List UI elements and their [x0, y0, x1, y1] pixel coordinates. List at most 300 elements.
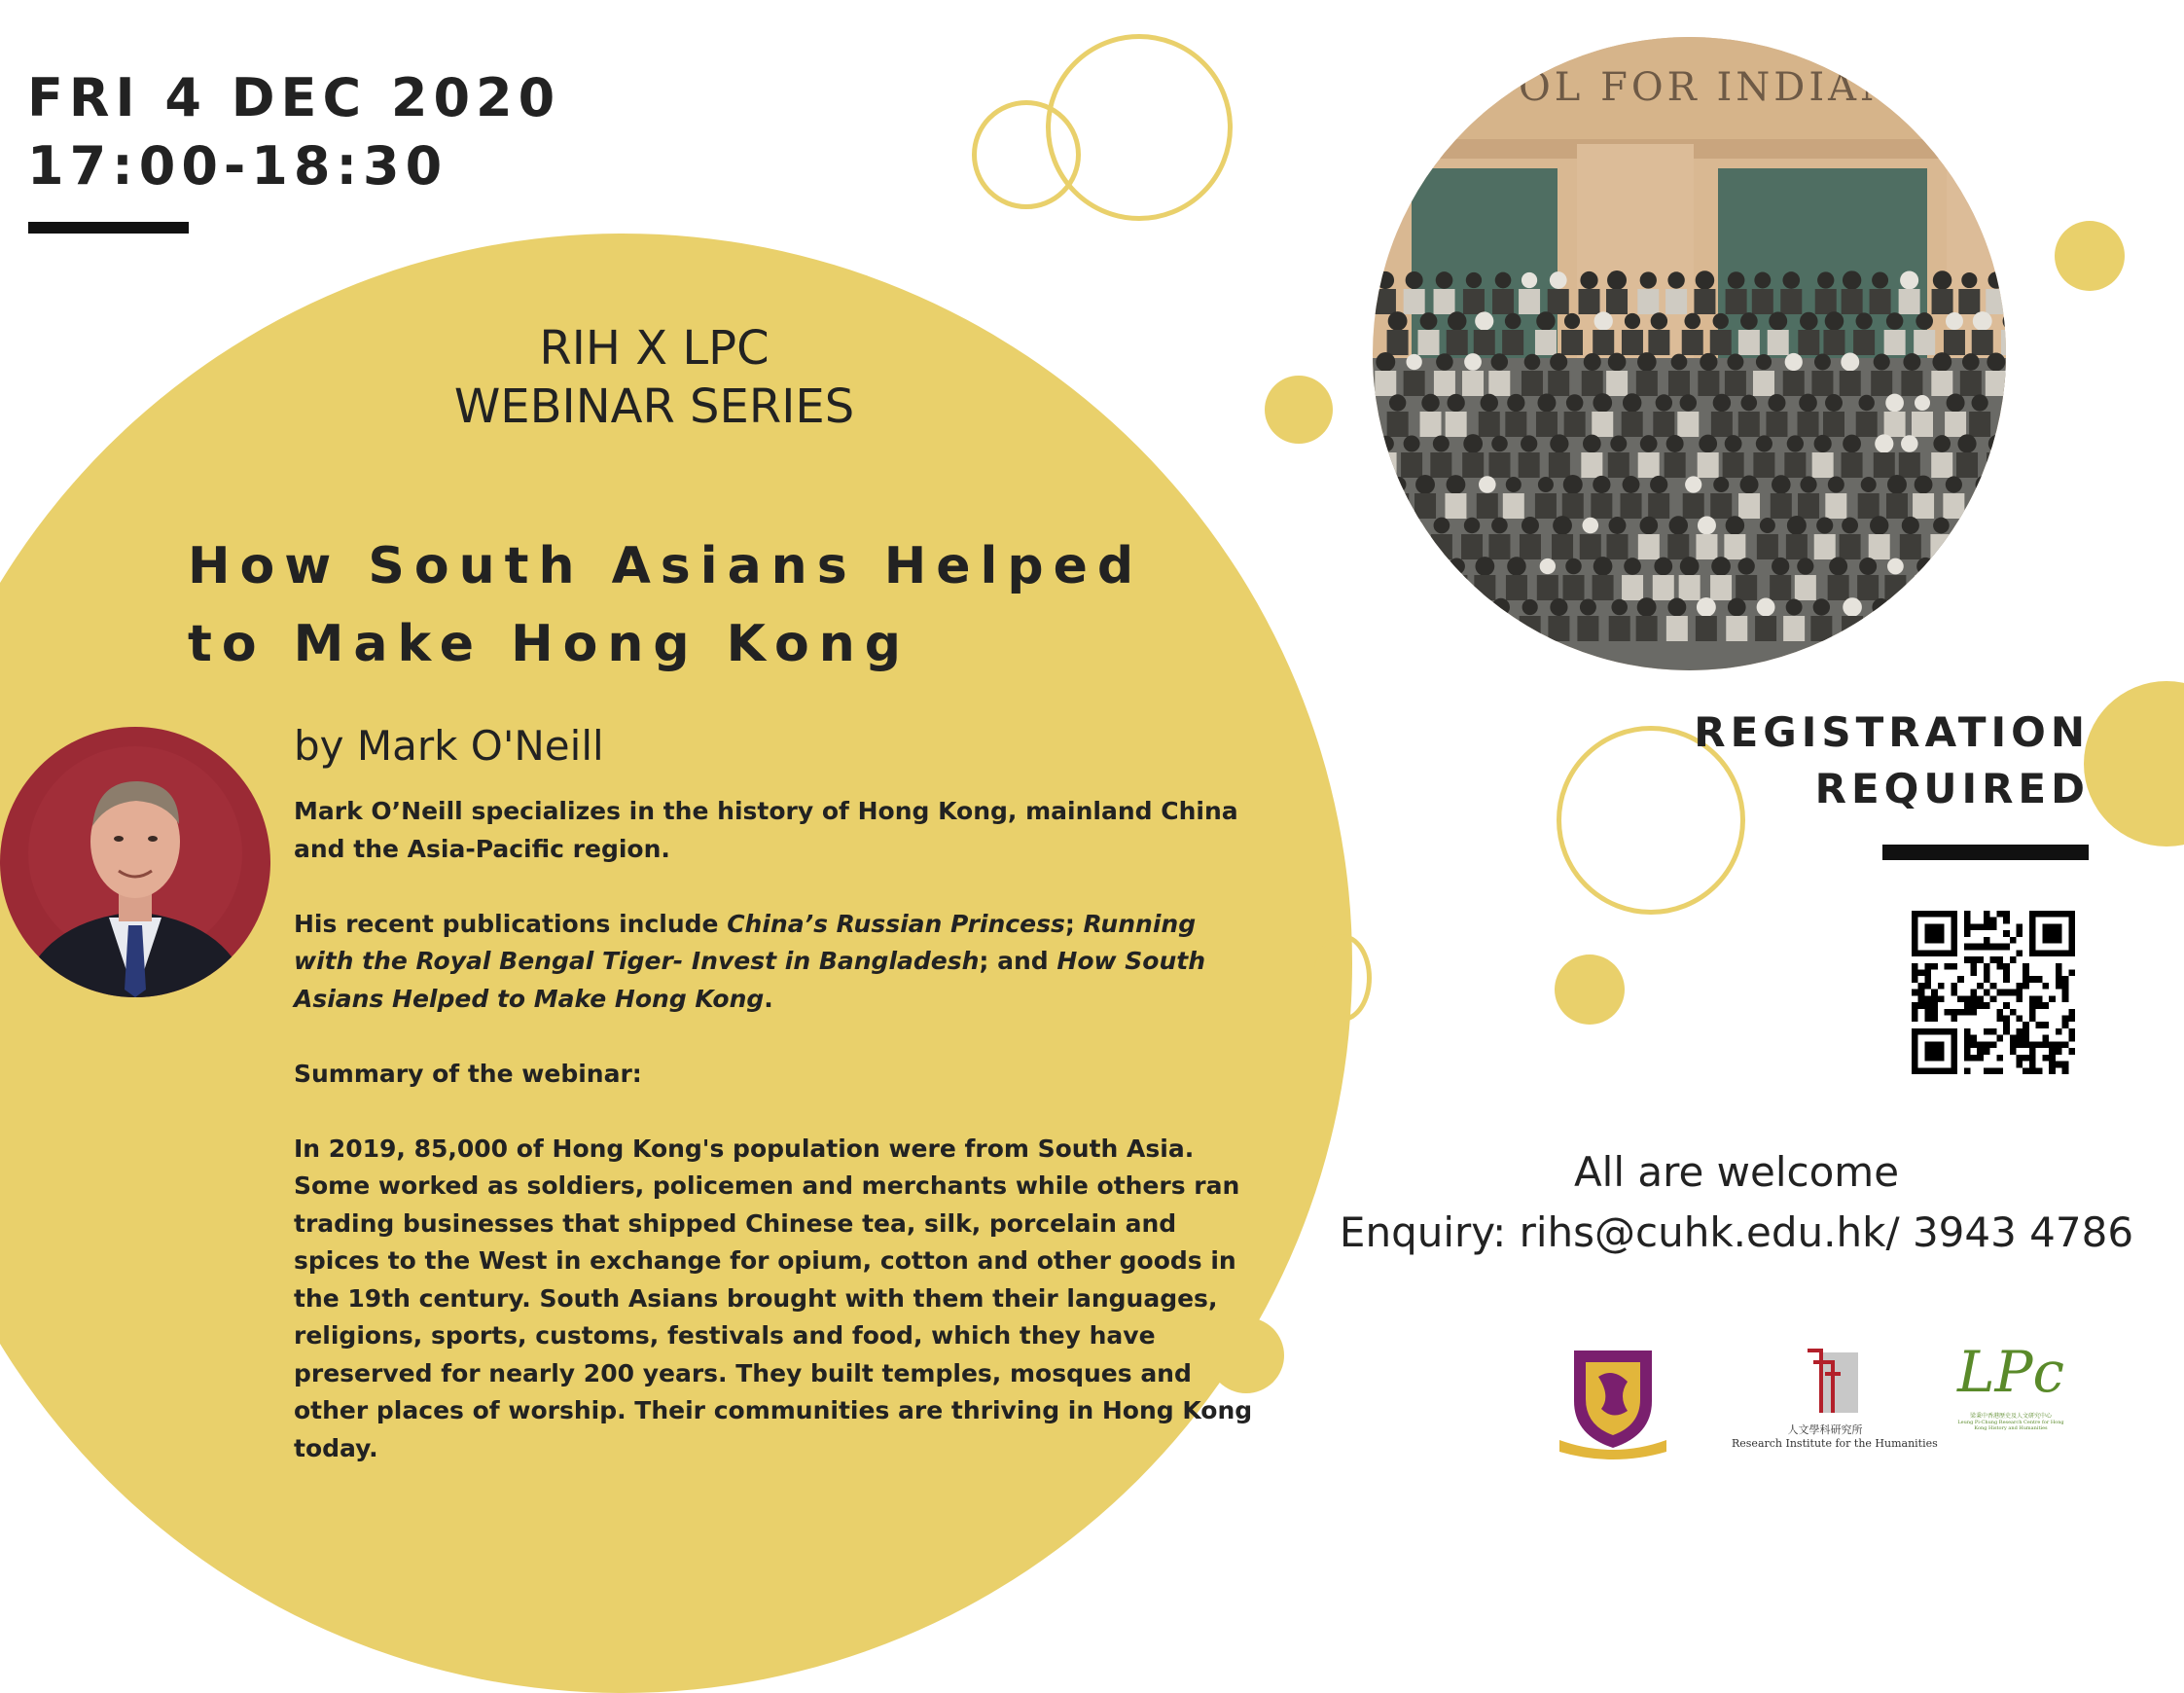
crowd-person-body: [1812, 452, 1834, 478]
crowd-person-body: [1561, 330, 1583, 355]
crowd-person: [1816, 517, 1833, 533]
publication-separator: ; and: [979, 947, 1057, 975]
qr-module: [1970, 1035, 1977, 1042]
crowd-person-body: [1959, 534, 1981, 559]
crowd-person: [1875, 434, 1893, 452]
qr-module: [2049, 1048, 2056, 1055]
crowd-person-body: [1723, 452, 1744, 478]
qr-module: [1977, 1002, 1984, 1009]
crowd-person-body: [1401, 452, 1422, 478]
crowd-person-body: [1465, 616, 1486, 641]
qr-module: [1984, 1067, 1990, 1074]
crowd-person: [1419, 558, 1435, 574]
qr-module: [2029, 976, 2036, 983]
qr-module: [1951, 983, 1957, 990]
crowd-person: [1872, 598, 1889, 616]
crowd-person-body: [2001, 330, 2006, 355]
crowd-person: [1782, 271, 1800, 289]
crowd-person: [1421, 394, 1439, 412]
crowd-person-body: [1974, 493, 1995, 519]
qr-module: [1984, 937, 1990, 944]
crowd-person-body: [1420, 412, 1442, 437]
qr-module: [2042, 1055, 2049, 1062]
crowd-person: [1737, 558, 1754, 574]
crowd-person-body: [1900, 534, 1921, 559]
qr-module: [1990, 1041, 1997, 1048]
qr-module: [1990, 983, 1997, 990]
crowd-person-body: [1580, 534, 1601, 559]
divider-bar: [28, 222, 189, 234]
crowd-person-body: [1752, 289, 1773, 314]
qr-module: [2036, 1002, 2043, 1009]
qr-module: [1964, 1009, 1971, 1016]
crowd-person-body: [1698, 452, 1719, 478]
crowd-person: [1841, 353, 1859, 372]
crowd-person: [1404, 436, 1420, 452]
crowd-person: [1491, 518, 1508, 534]
qr-module: [1977, 1048, 1984, 1055]
crowd-person: [1685, 476, 1701, 492]
crowd-person: [1409, 599, 1425, 616]
crowd-person-body: [1858, 493, 1880, 519]
qr-module: [2023, 976, 2029, 983]
crowd-person: [1491, 436, 1508, 452]
crowd-person-body: [1857, 575, 1879, 600]
crowd-person: [1772, 475, 1791, 494]
qr-module: [2056, 976, 2062, 983]
crowd-person-body: [1638, 534, 1660, 559]
qr-finder-pattern: [1924, 1041, 1944, 1061]
qr-module: [2029, 995, 2036, 1002]
qr-module: [1984, 923, 1990, 930]
qr-module: [2062, 1016, 2069, 1023]
qr-module: [2017, 1041, 2023, 1048]
crowd-person: [1388, 311, 1408, 331]
crowd-person-body: [1488, 452, 1510, 478]
crowd-person-body: [1682, 330, 1703, 355]
crowd-person: [1680, 557, 1700, 576]
crowd-person-body: [1825, 493, 1846, 519]
crowd-person-body: [1579, 289, 1600, 314]
qr-module: [2029, 1041, 2036, 1048]
crowd-person-body: [1622, 575, 1643, 600]
crowd-person: [1786, 599, 1803, 616]
qr-module: [1990, 918, 1997, 924]
crowd-person-body: [1711, 412, 1733, 437]
qr-module: [1964, 1002, 1971, 1009]
qr-module: [1977, 1055, 1984, 1062]
crowd-person: [1887, 558, 1904, 575]
crowd-person-body: [1537, 575, 1558, 600]
crowd-person-body: [1798, 493, 1819, 519]
crowd-person: [1740, 395, 1757, 412]
crowd-person-body: [1666, 616, 1688, 641]
crowd-person-body: [1930, 534, 1951, 559]
crowd-person: [1377, 271, 1394, 289]
crowd-person: [1415, 475, 1435, 494]
qr-module: [2068, 1016, 2075, 1023]
qr-module: [1912, 1016, 1918, 1023]
crowd-person: [1740, 475, 1759, 493]
crowd-person: [1901, 435, 1918, 452]
qr-module: [1931, 995, 1938, 1002]
qr-module: [1977, 995, 1984, 1002]
crowd-person-body: [1853, 330, 1875, 355]
qr-module: [1957, 1009, 1964, 1016]
qr-module: [2017, 1028, 2023, 1035]
qr-module: [1945, 1009, 1951, 1016]
crowd-person: [1859, 395, 1875, 411]
crowd-person-body: [1840, 534, 1861, 559]
qr-module: [2062, 1022, 2069, 1028]
crowd-person: [1916, 558, 1934, 575]
crowd-person-body: [1869, 534, 1890, 559]
crowd-person: [1550, 271, 1567, 289]
crowd-person: [1728, 598, 1746, 617]
qr-module: [1996, 963, 2003, 970]
qr-module: [1951, 1009, 1957, 1016]
crowd-person: [1522, 599, 1538, 615]
crowd-person: [1550, 598, 1567, 616]
publications-paragraph: [294, 906, 1257, 1019]
qr-module: [2010, 1041, 2017, 1048]
crowd-person-body: [1488, 371, 1510, 396]
enquiry-text: Enquiry: rihs@cuhk.edu.hk/ 3943 4786: [1339, 1208, 2134, 1256]
crowd-person: [1769, 312, 1787, 331]
crowd-person: [1843, 435, 1861, 453]
qr-module: [1964, 911, 1971, 918]
crowd-person-body: [1446, 412, 1467, 437]
qr-module: [1970, 990, 1977, 996]
crowd-person-body: [1958, 289, 1980, 314]
crowd-person-body: [1828, 575, 1849, 600]
crowd-person: [1948, 558, 1965, 575]
qr-module: [1977, 944, 1984, 951]
crowd-person-body: [1388, 575, 1410, 600]
decorative-ring: [1313, 934, 1372, 1022]
crowd-person-body: [1998, 493, 2006, 519]
qr-module: [1970, 1002, 1977, 1009]
crowd-person-body: [1694, 289, 1715, 314]
crowd-person: [1757, 598, 1775, 617]
qr-module: [2036, 1041, 2043, 1048]
crowd-person: [1961, 272, 1977, 288]
qr-module: [1996, 944, 2003, 951]
qr-module: [2010, 1048, 2017, 1055]
crowd-person-body: [1414, 493, 1436, 519]
crowd-person-body: [1445, 493, 1466, 519]
crowd-person-body: [1505, 412, 1526, 437]
crowd-person-body: [1798, 412, 1819, 437]
crowd-person: [1988, 271, 2006, 289]
crowd-person: [1540, 558, 1556, 574]
crowd-person: [1813, 598, 1830, 615]
crowd-person: [1902, 517, 1919, 534]
crowd-person-body: [1815, 289, 1837, 314]
qr-module: [1964, 918, 1971, 924]
crowd-person-body: [1474, 575, 1495, 600]
qr-module: [1970, 1055, 1977, 1062]
crowd-person: [1584, 353, 1601, 371]
crowd-person: [1987, 353, 2005, 372]
series-heading: [331, 319, 978, 436]
crowd-person-body: [1548, 289, 1569, 314]
crowd-person-body: [1581, 452, 1602, 478]
qr-module: [1951, 990, 1957, 996]
qr-module: [2023, 1055, 2029, 1062]
qr-module: [2023, 1035, 2029, 1042]
crowd-person-body: [1416, 575, 1438, 600]
qr-module: [2017, 1062, 2023, 1068]
qr-module: [2017, 950, 2023, 956]
crowd-person: [1550, 353, 1567, 371]
crowd-person-body: [1446, 575, 1467, 600]
qr-module: [1984, 1048, 1990, 1055]
crowd-person: [1987, 517, 2004, 533]
crowd-person: [1565, 558, 1581, 574]
crowd-person: [1933, 435, 1951, 452]
rih-caption-en: Research Institute for the Humanities: [1732, 1437, 1938, 1450]
qr-module: [2017, 923, 2023, 930]
lpc-mark: LPc: [1957, 1339, 2065, 1405]
qr-module: [1984, 911, 1990, 918]
qr-module: [1924, 995, 1931, 1002]
crowd-person-body: [1677, 412, 1699, 437]
crowd-person: [1466, 597, 1485, 616]
crowd-person-body: [1519, 289, 1540, 314]
speaker-byline: by Mark O'Neill: [294, 722, 604, 770]
qr-module: [1924, 1016, 1931, 1023]
qr-module: [2003, 930, 2010, 937]
crowd-person-body: [1798, 330, 1819, 355]
qr-module: [1951, 1016, 1957, 1023]
registration-line-1: REGISTRATION: [1694, 708, 2090, 756]
crowd-person: [1872, 272, 1888, 289]
qr-module: [1996, 1055, 2003, 1062]
rih-emblem-icon: [1732, 1343, 1918, 1417]
qr-module: [2036, 995, 2043, 1002]
qr-module: [2003, 990, 2010, 996]
qr-module: [2056, 983, 2062, 990]
qr-module: [1996, 1035, 2003, 1042]
crowd-person-body: [1726, 616, 1747, 641]
crowd-person-body: [1636, 616, 1658, 641]
crowd-person-body: [1786, 534, 1808, 559]
crowd-person-body: [1563, 575, 1585, 600]
crowd-person-body: [1407, 616, 1428, 641]
crowd-person: [1447, 394, 1464, 412]
crowd-person: [1538, 477, 1554, 492]
crowd-person: [1669, 516, 1688, 534]
crowd-person-body: [1753, 371, 1774, 396]
registration-notice: [1654, 704, 2090, 817]
crowd-person: [1537, 394, 1556, 413]
qr-module: [1996, 1067, 2003, 1074]
qr-module: [1964, 944, 1971, 951]
crowd-person-body: [1562, 493, 1584, 519]
qr-module: [1945, 963, 1951, 970]
crowd-person-body: [1434, 289, 1455, 314]
qr-module: [2010, 1009, 2017, 1016]
crowd-person-body: [1823, 330, 1844, 355]
crowd-person: [1814, 435, 1832, 452]
qr-module: [2062, 976, 2069, 983]
crowd-person-body: [1886, 493, 1908, 519]
crowd-person-body: [1474, 330, 1495, 355]
crowd-person: [1624, 558, 1641, 575]
qr-module: [1931, 990, 1938, 996]
crowd-person: [1947, 393, 1965, 412]
crowd-person-body: [1387, 412, 1409, 437]
crowd-person-body: [1637, 289, 1659, 314]
crowd-person-body: [1683, 493, 1704, 519]
qr-module: [1977, 983, 1984, 990]
crowd-person-body: [1593, 575, 1614, 600]
qr-module: [2068, 1009, 2075, 1016]
crowd-person-body: [1944, 330, 1965, 355]
qr-module: [1964, 1035, 1971, 1042]
qr-module: [2068, 969, 2075, 976]
crowd-person-body: [1609, 616, 1630, 641]
crowd-person-body: [1435, 616, 1456, 641]
crowd-person: [1625, 313, 1640, 329]
qr-module: [1984, 1002, 1990, 1009]
crowd-person-body: [1490, 616, 1512, 641]
crowd-person: [1475, 311, 1493, 330]
qr-module: [2049, 1055, 2056, 1062]
qr-module: [1951, 963, 1957, 970]
crowd-person-body: [1535, 493, 1557, 519]
series-line-2: WEBINAR SERIES: [453, 379, 855, 434]
crowd-person-body: [1738, 412, 1760, 437]
qr-module: [1964, 1028, 1971, 1035]
crowd-person-body: [1738, 330, 1760, 355]
qr-module: [1931, 1016, 1938, 1023]
crowd-person: [1915, 395, 1930, 411]
qr-module: [1912, 976, 1918, 983]
qr-module: [2003, 911, 2010, 918]
qr-module: [2010, 956, 2017, 963]
crowd-person: [1623, 476, 1640, 493]
crowd-person: [1946, 476, 1962, 492]
qr-module: [2017, 1016, 2023, 1023]
crowd-person: [1611, 599, 1628, 616]
publication-title: Running with the Royal Bengal Tiger- Invest in Bangladesh: [294, 909, 1197, 975]
qr-module: [2042, 983, 2049, 990]
crowd-person-body: [1810, 616, 1832, 641]
crowd-person: [1447, 475, 1466, 494]
crowd-person: [1900, 270, 1918, 289]
crowd-person: [1861, 477, 1877, 492]
crowd-person-body: [1884, 575, 1906, 600]
crowd-person: [1623, 393, 1641, 412]
qr-module: [1918, 990, 1925, 996]
crowd-person-body: [1795, 575, 1816, 600]
speaker-portrait: [0, 727, 270, 997]
crowd-person: [1583, 435, 1601, 453]
crowd-person: [1376, 352, 1395, 372]
registration-qr-code[interactable]: [1912, 911, 2075, 1074]
crowd-person-body: [1899, 452, 1920, 478]
cuhk-crest-icon: [1555, 1343, 1671, 1459]
decorative-ring: [972, 100, 1081, 209]
qr-module: [2068, 1048, 2075, 1055]
crowd-person: [1932, 352, 1951, 372]
crowd-person: [1434, 518, 1450, 534]
crowd-person-body: [1536, 412, 1557, 437]
crowd-person: [1433, 435, 1450, 451]
qr-module: [2042, 1002, 2049, 1009]
qr-module: [1996, 956, 2003, 963]
crowd-person: [1973, 311, 1992, 331]
crowd-person-body: [1931, 371, 1952, 396]
qr-module: [2029, 1055, 2036, 1062]
crowd-person: [1667, 598, 1686, 617]
crowd-person-body: [1387, 330, 1409, 355]
crowd-person-body: [1665, 289, 1687, 314]
crowd-person: [1378, 436, 1394, 452]
qr-module: [2003, 969, 2010, 976]
crowd-person: [1825, 311, 1844, 331]
qr-module: [1984, 1041, 1990, 1048]
crowd-person: [1593, 476, 1610, 493]
qr-module: [2049, 1067, 2056, 1074]
crowd-person: [1389, 394, 1406, 411]
qr-module: [1970, 956, 1977, 963]
crowd-person: [1856, 312, 1873, 329]
crowd-person-body: [1780, 289, 1802, 314]
qr-module: [1912, 963, 1918, 970]
crowd-person-body: [1591, 493, 1612, 519]
crowd-person: [1640, 517, 1659, 535]
crowd-person-body: [1943, 493, 1964, 519]
crowd-person: [1957, 434, 1976, 452]
event-time: 17:00-18:30: [27, 135, 448, 197]
crowd-person-body: [1986, 371, 2006, 396]
crowd-person-body: [1376, 452, 1397, 478]
crowd-person-body: [1956, 452, 1978, 478]
crowd-person: [1768, 394, 1785, 412]
crowd-person-body: [1901, 371, 1922, 396]
crowd-person-body: [1930, 616, 1951, 641]
qr-module: [1964, 923, 1971, 930]
summary-heading: Summary of the webinar:: [294, 1059, 642, 1088]
qr-module: [1977, 1041, 1984, 1048]
crowd-person-body: [1726, 289, 1747, 314]
qr-module: [2068, 1028, 2075, 1035]
qr-module: [1918, 983, 1925, 990]
qr-module: [2042, 1041, 2049, 1048]
publication-title: How South Asians Helped to Make Hong Kong: [294, 947, 1206, 1013]
qr-module: [1924, 969, 1931, 976]
crowd-person: [1870, 516, 1888, 534]
decorative-dot: [2055, 221, 2125, 291]
decorative-dot: [1265, 376, 1333, 444]
qr-module: [2010, 937, 2017, 944]
crowd-person: [2004, 394, 2006, 411]
crowd-person-body: [1770, 575, 1791, 600]
crowd-person: [1580, 599, 1596, 616]
crowd-person-body: [1522, 371, 1543, 396]
crowd-person: [1711, 557, 1731, 576]
crowd-person: [1507, 557, 1525, 575]
qr-module: [2042, 1022, 2049, 1028]
crowd-person-body: [1912, 412, 1933, 437]
crowd-person-body: [1986, 289, 2006, 314]
crowd-person: [1475, 557, 1494, 576]
crowd-person-body: [1403, 534, 1424, 559]
crowd-person-body: [1606, 371, 1628, 396]
